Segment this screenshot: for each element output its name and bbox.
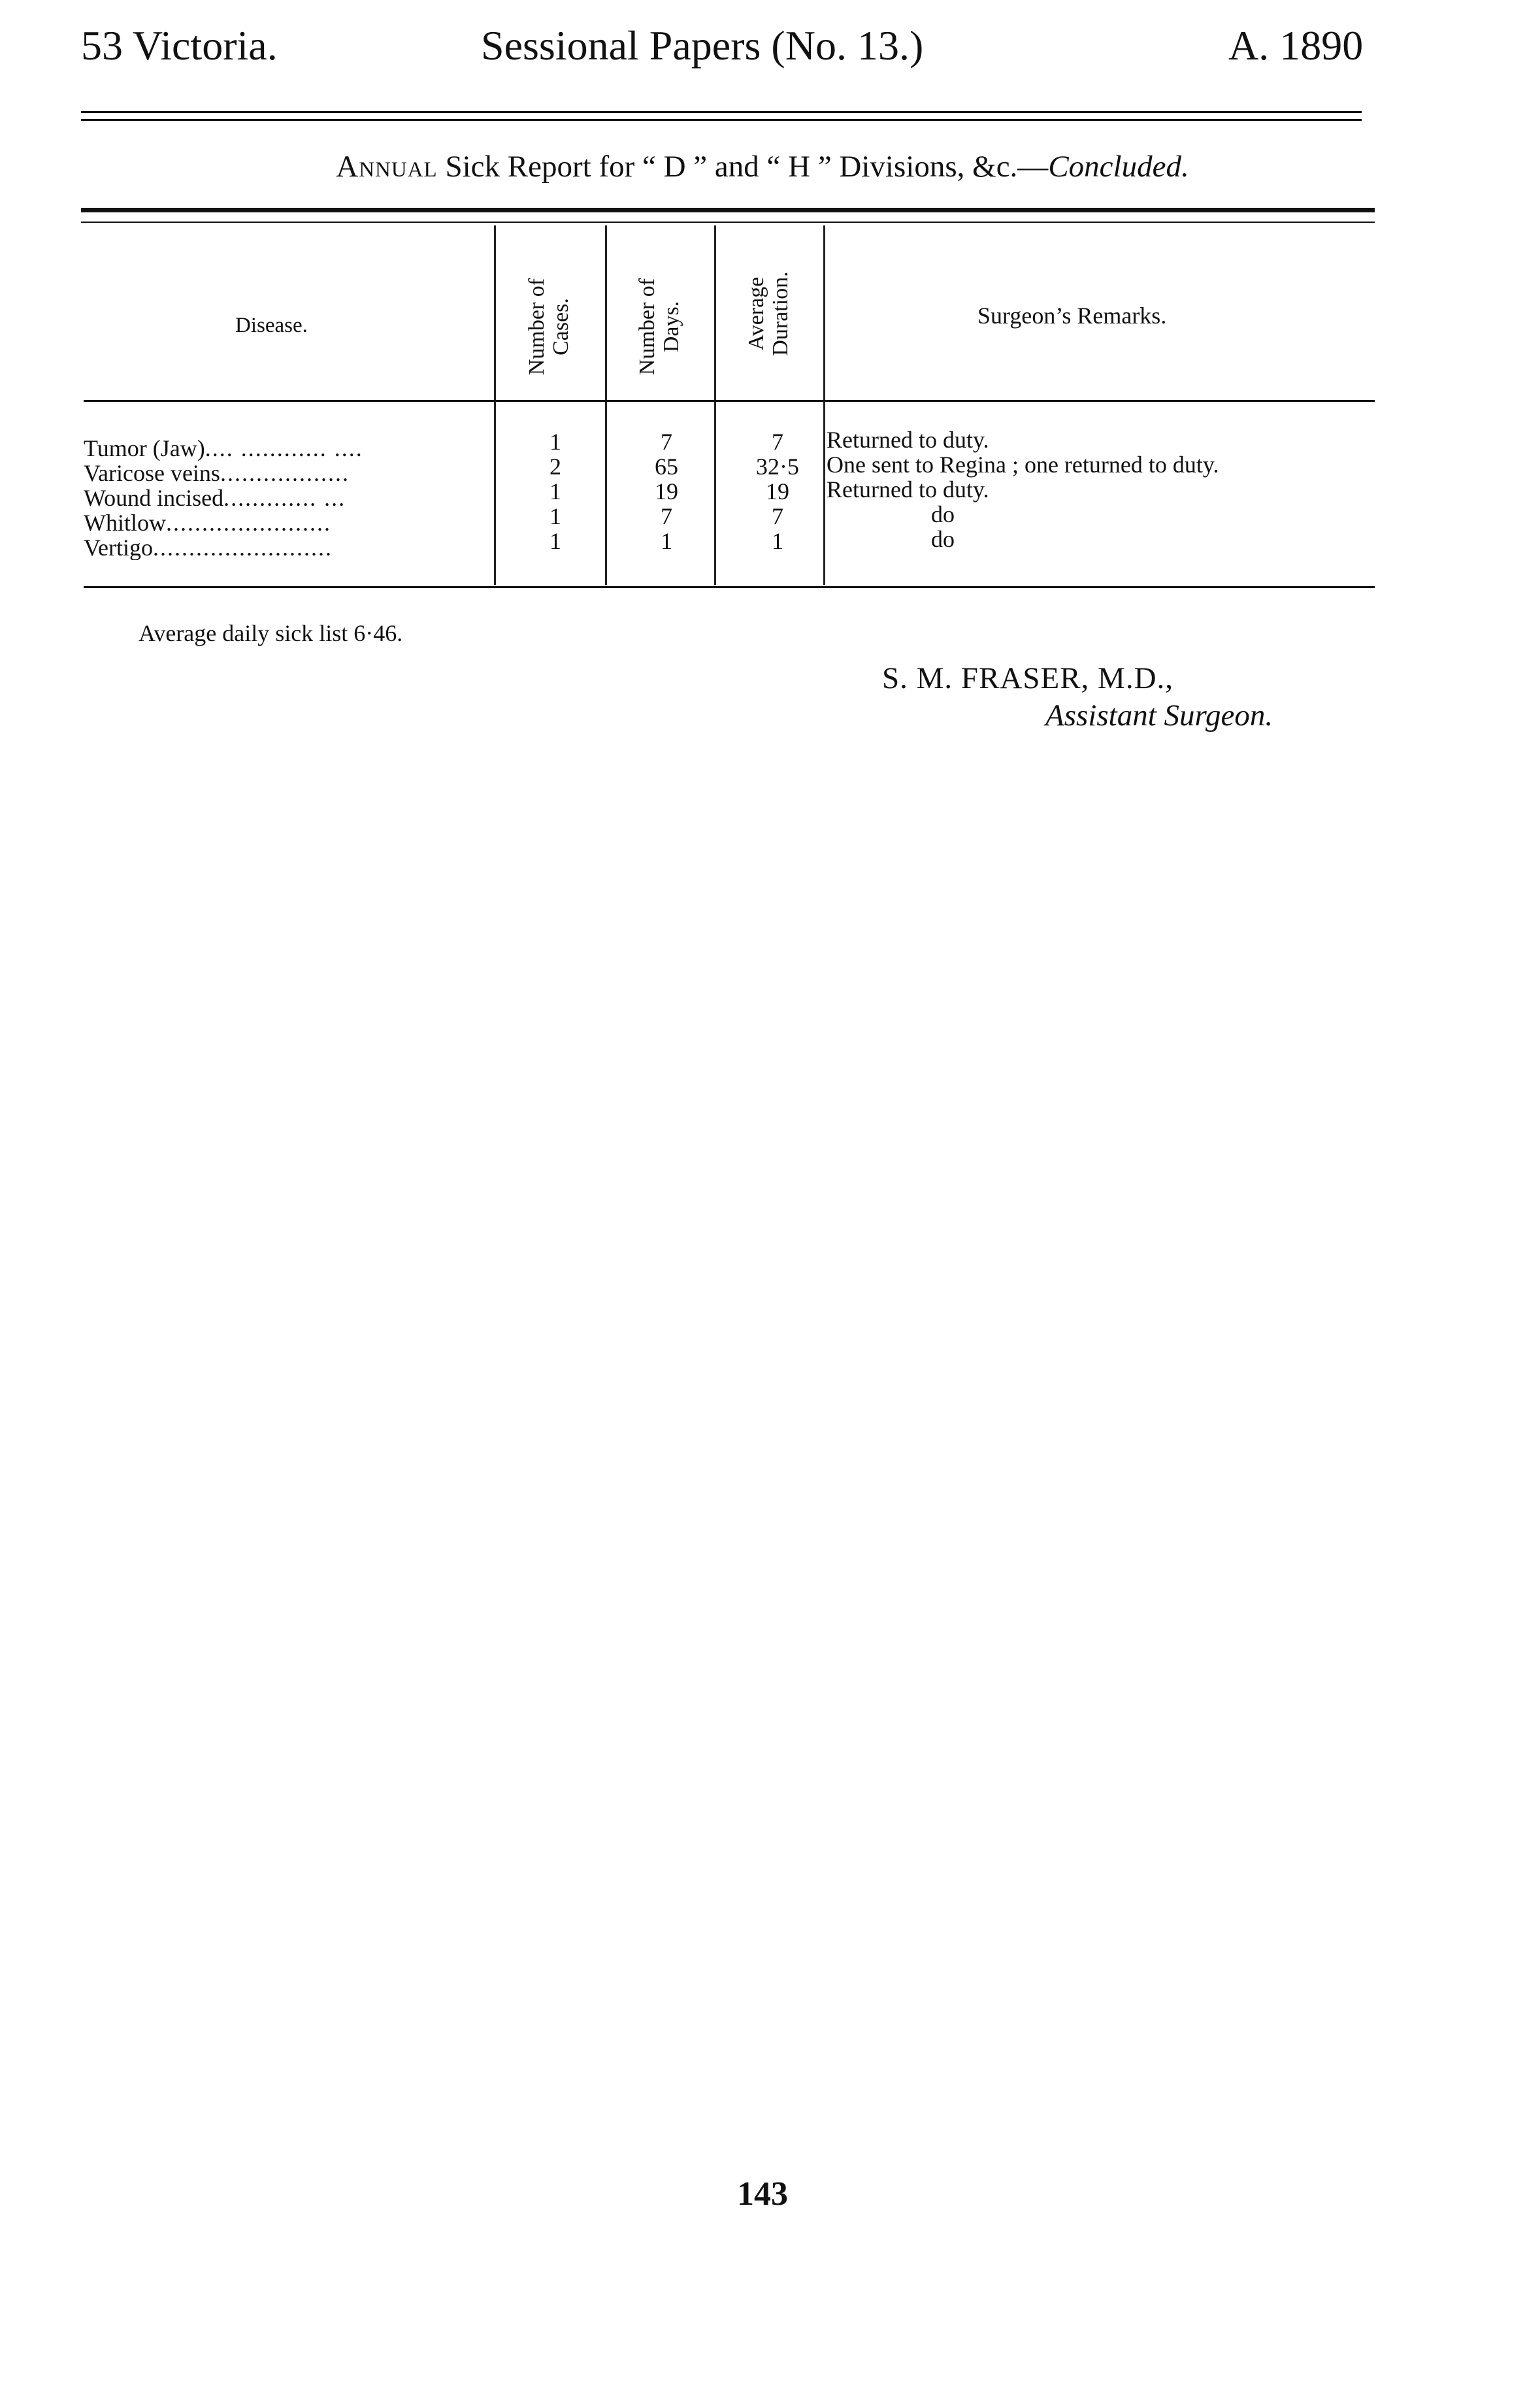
column-divider-1	[494, 225, 496, 585]
running-head-year: A. 1890	[1228, 22, 1364, 69]
duration-value: 7	[772, 503, 783, 529]
title-italic: Concluded.	[1048, 150, 1189, 184]
days-value: 19	[655, 478, 678, 504]
running-head-session: 53 Victoria.	[81, 22, 278, 69]
title-rule-thick	[81, 208, 1375, 212]
table-bottom-rule	[84, 586, 1375, 588]
leader-dots: .........................	[152, 535, 333, 560]
cases-value: 1	[549, 503, 561, 529]
report-title	[0, 152, 1525, 182]
average-daily-sick-list: Average daily sick list 6·46.	[139, 620, 403, 646]
remark-value: do	[931, 501, 955, 527]
title-small-caps: Annual	[336, 150, 438, 184]
header-average-duration: Average Duration.	[744, 271, 793, 356]
duration-value: 1	[772, 528, 783, 554]
header-rule	[84, 400, 1375, 402]
remark-value: do	[931, 526, 955, 552]
days-value: 65	[655, 454, 678, 480]
header-number-of-days: Number of Days.	[635, 278, 683, 376]
duration-value: 19	[766, 478, 789, 504]
header-number-of-cases: Number of Cases.	[525, 278, 573, 376]
title-main: Sick Report for “ D ” and “ H ” Divisions, &c.—	[437, 150, 1049, 184]
title-rule-thin	[81, 222, 1375, 223]
days-value: 7	[661, 429, 672, 455]
days-value: 7	[661, 503, 672, 529]
days-value: 1	[661, 528, 672, 554]
signature-name: S. M. FRASER, M.D.,	[882, 661, 1174, 695]
disease-name: Varicose veins	[84, 461, 220, 486]
remark-value: One sent to Regina ; one returned to duty.	[827, 452, 1219, 478]
header-disease: Disease.	[235, 314, 308, 337]
disease-name: Whitlow	[84, 510, 166, 535]
duration-value: 32·5	[756, 454, 799, 480]
disease-name: Tumor (Jaw)	[84, 436, 205, 461]
head-rule-top	[81, 111, 1362, 113]
disease-name: Vertigo	[84, 535, 153, 560]
head-rule-bottom	[81, 119, 1362, 121]
cases-value: 1	[549, 429, 561, 455]
page-number: 143	[737, 2175, 788, 2213]
header-surgeons-remarks: Surgeon’s Remarks.	[977, 303, 1167, 329]
duration-value: 7	[772, 429, 783, 455]
leader-dots: .......................	[165, 510, 331, 535]
signature-title: Assistant Surgeon.	[1045, 699, 1273, 733]
cases-value: 1	[549, 528, 561, 554]
remark-value: Returned to duty.	[827, 427, 989, 453]
running-head-title: Sessional Papers (No. 13.)	[481, 22, 924, 69]
remark-value: Returned to duty.	[827, 476, 989, 503]
disease-name: Wound incised	[84, 486, 224, 510]
cases-value: 2	[549, 454, 561, 480]
leader-dots: .... ............ ....	[205, 436, 363, 461]
leader-dots: ............. ...	[223, 486, 346, 510]
leader-dots: ..................	[220, 461, 350, 486]
cases-value: 1	[549, 478, 561, 504]
